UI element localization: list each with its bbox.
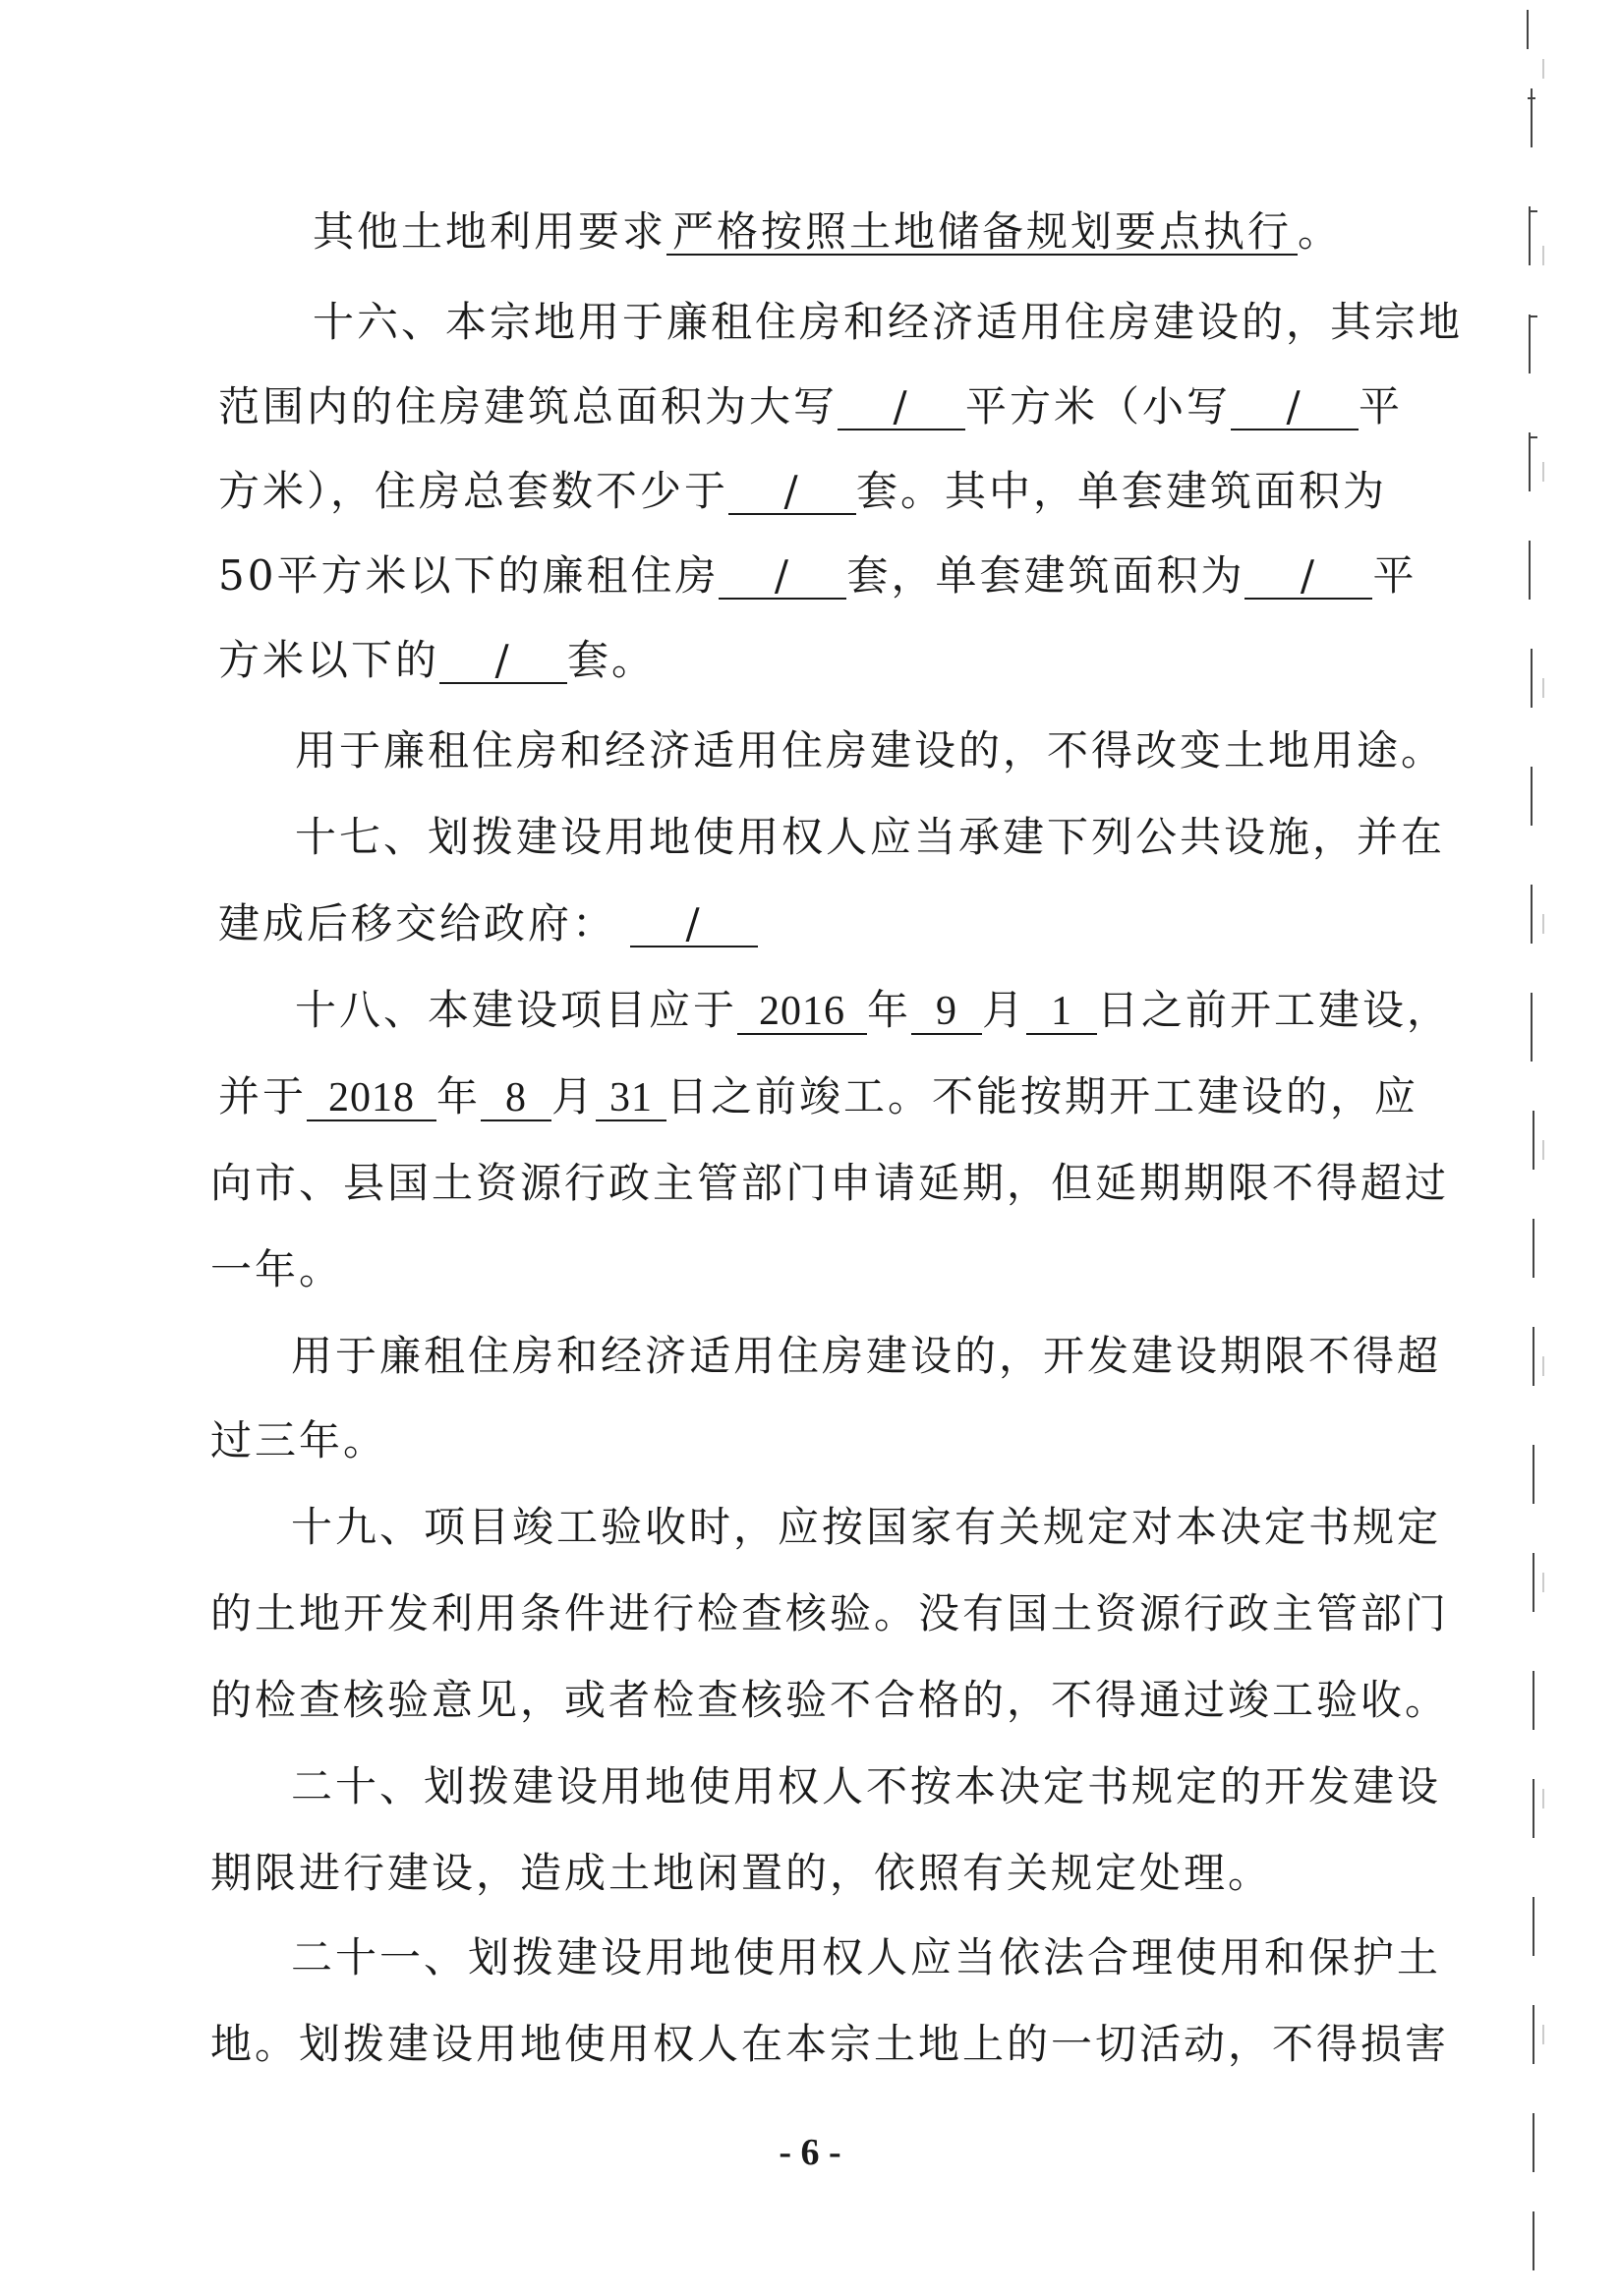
text: 。 — [1298, 207, 1343, 256]
clause-19-line-2 — [210, 1584, 1449, 1643]
start-month: 9 — [911, 990, 982, 1035]
clause-18-line-1 — [295, 981, 1451, 1040]
text: 用于廉租住房和经济适用住房建设的，不得改变土地用途。 — [295, 726, 1446, 775]
blank-field: / — [728, 470, 856, 515]
text: 用于廉租住房和经济适用住房建设的，开发建设期限不得超 — [291, 1332, 1442, 1380]
text: 日之前开工建设， — [1097, 986, 1452, 1034]
text: 平 — [1372, 551, 1418, 600]
blank-field: / — [1231, 385, 1359, 430]
clause-17-line-1 — [295, 808, 1445, 867]
end-year: 2018 — [307, 1076, 436, 1121]
text: 的土地开发利用条件进行检查核验。没有国土资源行政主管部门 — [210, 1589, 1450, 1637]
filled-field: 严格按照土地储备规划要点执行 — [666, 210, 1298, 256]
text: 年 — [436, 1072, 482, 1120]
text: 二十、划拨建设用地使用权人不按本决定书规定的开发建设 — [291, 1762, 1442, 1810]
clause-16-line-5 — [218, 631, 656, 690]
clause-17-line-2 — [218, 894, 758, 953]
text: 的检查核验意见，或者检查核验不合格的，不得通过竣工验收。 — [210, 1676, 1450, 1724]
text: 十八、本建设项目应于 — [295, 986, 738, 1034]
text: 平方米（小写 — [965, 382, 1232, 430]
clause-19-line-1 — [291, 1498, 1441, 1557]
clause-18-line-2 — [218, 1067, 1418, 1126]
clause-19-line-3 — [210, 1671, 1449, 1730]
text: 十七、划拨建设用地使用权人应当承建下列公共设施，并在 — [295, 813, 1446, 861]
text: 二十一、划拨建设用地使用权人应当依法合理使用和保护土 — [291, 1933, 1442, 1981]
blank-field: / — [838, 385, 965, 430]
text: 套。 — [567, 636, 657, 684]
clause-20-line-1 — [291, 1757, 1441, 1816]
land-use-requirement-line — [313, 202, 1342, 261]
clause-16-line-3 — [218, 462, 1387, 521]
text: 期限进行建设，造成土地闲置的，依照有关规定处理。 — [210, 1849, 1273, 1897]
text: 向市、县国土资源行政主管部门申请延期，但延期期限不得超过 — [210, 1159, 1450, 1207]
label: 其他土地利用要求 — [313, 207, 667, 256]
text: 方米），住房总套数不少于 — [218, 467, 729, 515]
blank-field: / — [439, 639, 567, 684]
text: 年 — [867, 986, 912, 1034]
clause-18-line-3 — [210, 1154, 1449, 1213]
text: 平 — [1359, 382, 1404, 430]
text: 地。划拨建设用地使用权人在本宗土地上的一切活动，不得损害 — [210, 2020, 1450, 2068]
text: 月 — [551, 1072, 597, 1120]
blank-field: / — [1244, 554, 1372, 600]
clause-20-line-2 — [210, 1844, 1272, 1903]
blank-field: / — [719, 554, 846, 600]
text: 50平方米以下的廉租住房 — [218, 551, 720, 600]
text: 十九、项目竣工验收时，应按国家有关规定对本决定书规定 — [291, 1503, 1442, 1551]
clause-16-line-4 — [218, 546, 1417, 605]
clause-18-line-4 — [210, 1240, 343, 1299]
clause-16-line-2 — [218, 377, 1403, 436]
start-day: 1 — [1026, 990, 1097, 1035]
text: 月 — [982, 986, 1027, 1034]
text: 套，单套建筑面积为 — [846, 551, 1245, 600]
scan-edge-marks — [1522, 0, 1561, 2296]
start-year: 2016 — [737, 990, 867, 1035]
housing-period-line-1 — [291, 1327, 1441, 1386]
text: 方米以下的 — [218, 636, 440, 684]
end-day: 31 — [596, 1076, 666, 1121]
text: 十六、本宗地用于廉租住房和经济适用住房建设的，其宗地 — [313, 298, 1464, 346]
text: 日之前竣工。不能按期开工建设的，应 — [666, 1072, 1419, 1120]
text: 套。其中，单套建筑面积为 — [856, 467, 1388, 515]
end-month: 8 — [481, 1076, 551, 1121]
text: 一年。 — [210, 1245, 344, 1293]
housing-period-line-2 — [210, 1411, 387, 1470]
page-number: - 6 - — [779, 2132, 841, 2173]
clause-16-line-1 — [313, 293, 1463, 352]
housing-use-line — [295, 721, 1445, 780]
text: 范围内的住房建筑总面积为大写 — [218, 382, 839, 430]
text: 过三年。 — [210, 1416, 388, 1464]
clause-21-line-1 — [291, 1928, 1441, 1987]
text: 并于 — [218, 1072, 308, 1120]
text: 建成后移交给政府： — [218, 899, 617, 947]
clause-21-line-2 — [210, 2015, 1449, 2074]
blank-field: / — [630, 902, 758, 947]
